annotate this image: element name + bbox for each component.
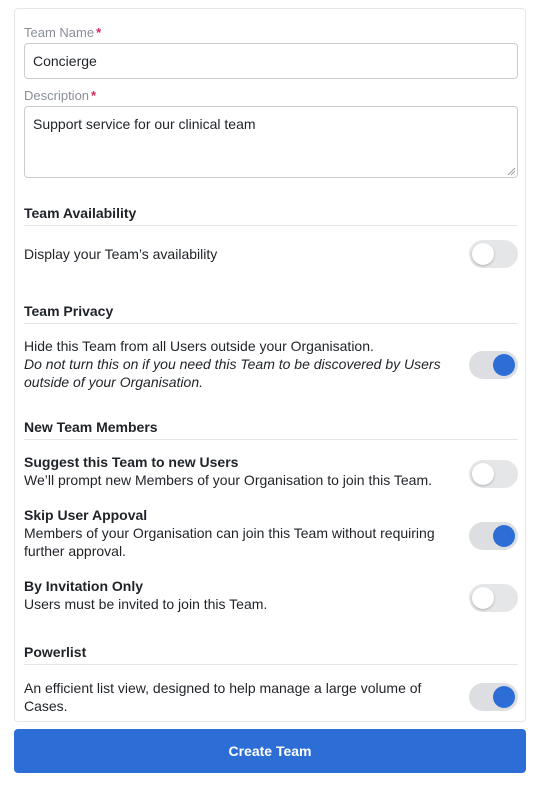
toggle-knob	[493, 686, 515, 708]
powerlist-desc: An efficient list view, designed to help manage a large volume of Cases.	[24, 680, 422, 714]
powerlist-row	[24, 679, 454, 715]
availability-row	[24, 245, 464, 263]
required-mark: *	[91, 88, 97, 103]
divider	[24, 664, 518, 665]
description-label-text: Description	[24, 88, 90, 103]
new-members-title: New Team Members	[24, 419, 158, 435]
invitation-desc: Users must be invited to join this Team.	[24, 596, 268, 612]
suggest-row	[24, 453, 464, 489]
create-team-button[interactable]: Create Team	[14, 729, 526, 773]
skip-approval-title: Skip User Appoval	[24, 507, 148, 523]
invitation-toggle[interactable]	[469, 584, 518, 612]
toggle-knob	[493, 354, 515, 376]
availability-title: Team Availability	[24, 205, 137, 221]
suggest-title: Suggest this Team to new Users	[24, 454, 239, 470]
privacy-title: Team Privacy	[24, 303, 114, 319]
team-name-label-text: Team Name	[24, 25, 95, 40]
toggle-knob	[472, 463, 494, 485]
privacy-label: Hide this Team from all Users outside your Organisation.	[24, 338, 374, 354]
required-mark: *	[96, 25, 102, 40]
suggest-toggle[interactable]	[469, 460, 518, 488]
invitation-row	[24, 577, 464, 613]
skip-approval-row	[24, 506, 464, 560]
description-textarea[interactable]	[24, 106, 518, 178]
privacy-note: Do not turn this on if you need this Team to be discovered by Users outside of your Organisation.	[24, 356, 441, 390]
team-name-input[interactable]	[24, 43, 518, 79]
toggle-knob	[472, 587, 494, 609]
divider	[24, 323, 518, 324]
skip-approval-toggle[interactable]	[469, 522, 518, 550]
availability-label: Display your Team’s availability	[24, 246, 218, 262]
suggest-desc: We’ll prompt new Members of your Organisation to join this Team.	[24, 472, 432, 488]
powerlist-title: Powerlist	[24, 644, 87, 660]
divider	[24, 439, 518, 440]
description-label	[24, 88, 96, 103]
team-form-card	[14, 8, 526, 722]
skip-approval-desc: Members of your Organisation can join this Team without requiring further approval.	[24, 525, 435, 559]
toggle-knob	[493, 525, 515, 547]
powerlist-toggle[interactable]	[469, 683, 518, 711]
team-name-label	[24, 25, 101, 40]
toggle-knob	[472, 243, 494, 265]
divider	[24, 225, 518, 226]
description-field	[24, 106, 518, 178]
resize-handle-icon[interactable]	[506, 166, 516, 176]
team-form	[24, 9, 516, 721]
invitation-title: By Invitation Only	[24, 578, 144, 594]
privacy-row	[24, 337, 454, 391]
privacy-toggle[interactable]	[469, 351, 518, 379]
availability-toggle[interactable]	[469, 240, 518, 268]
